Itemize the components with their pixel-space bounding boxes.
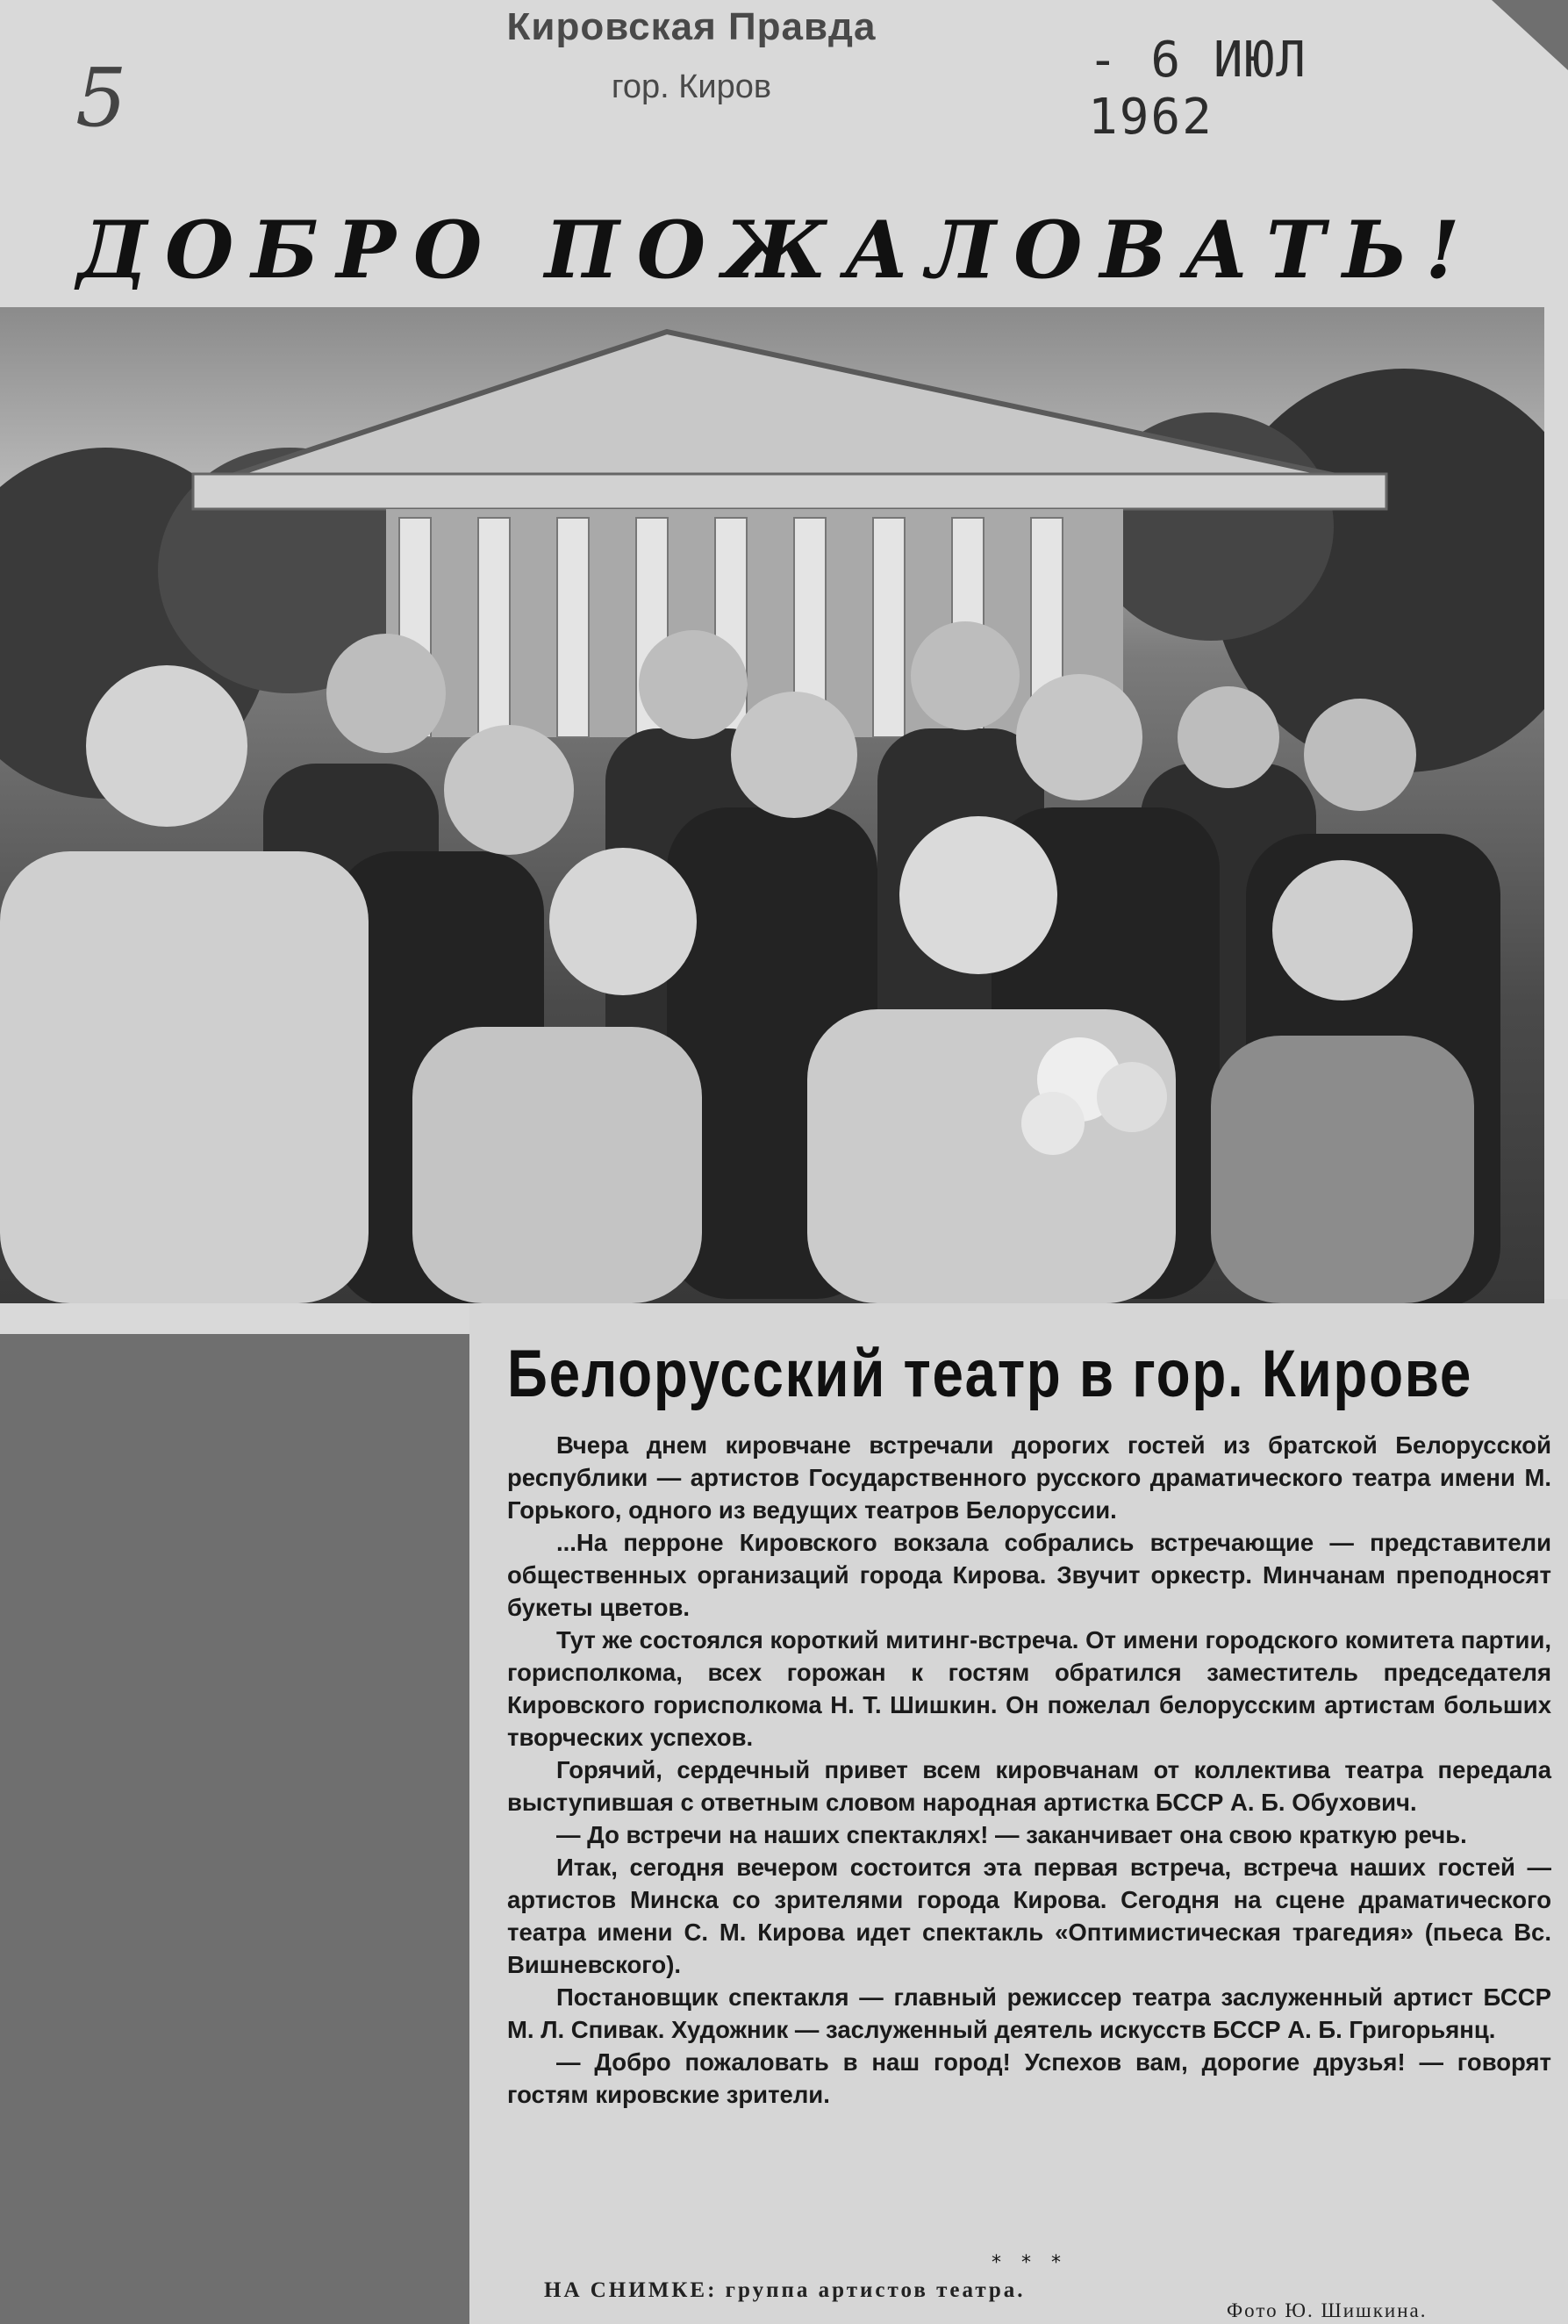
section-separator: * * *	[992, 2252, 1068, 2274]
photo-credit: Фото Ю. Шишкина.	[1227, 2299, 1428, 2321]
group-photo	[0, 307, 1544, 1303]
photo-caption: НА СНИМКЕ: группа артистов театра.	[544, 2278, 1026, 2302]
stamp-newspaper-name: Кировская Правда	[506, 5, 877, 48]
article-paragraph: Тут же состоялся короткий митинг-встреча. От имени городского комитета партии, горисполкома, всех горожан к гостям обратился заместитель председателя Кировского горисполкома Н. Т. Шишкин. Он пожелал белорусским артистам больших творческих успехов.	[507, 1626, 1551, 1751]
handwritten-page-number: 5	[75, 51, 127, 145]
group-photo-illustration	[0, 307, 1544, 1303]
article-paragraph: — Добро пожаловать в наш город! Успехов вам, дорогие друзья! — говорят гостям кировские зрители.	[507, 2048, 1551, 2108]
article-paragraph: — До встречи на наших спектаклях! — заканчивает она свою краткую речь.	[556, 1821, 1467, 1848]
article-paragraph: ...На перроне Кировского вокзала собрались встречающие — представители общественных организаций города Кирова. Звучит оркестр. Минчанам преподносят букеты цветов.	[507, 1529, 1551, 1621]
article-title: Белорусский театр в гор. Кирове	[507, 1337, 1473, 1411]
article-body	[507, 1429, 1551, 2111]
stamp-date: - 6 ИЮЛ 1962	[1088, 32, 1308, 146]
article-paragraph: Постановщик спектакля — главный режиссер театра заслуженный артист БССР М. Л. Спивак. Художник — заслуженный деятель искусств БССР А. Б. Григорьянц.	[507, 1983, 1551, 2043]
article-paragraph: Вчера днем кировчане встречали дорогих гостей из братской Белорусской республики — артистов Государственного русского драматического театра имени М. Горького, одного из ведущих театров Белоруссии.	[507, 1431, 1551, 1524]
headline: ДОБРО ПОЖАЛОВАТЬ!	[77, 204, 1478, 297]
article-paragraph: Итак, сегодня вечером состоится эта первая встреча, встреча наших гостей — артистов Минска со зрителями города Кирова. Сегодня на сцене драматического театра имени С. М. Кирова идет спектакль «Оптимистическая трагедия» (пьеса Вс. Вишневского).	[507, 1854, 1551, 1978]
article-paragraph: Горячий, сердечный привет всем кировчанам от коллектива театра передала выступившая с ответным словом народная артистка БССР А. Б. Обухович.	[507, 1756, 1551, 1816]
stamp-city: гор. Киров	[611, 68, 772, 105]
